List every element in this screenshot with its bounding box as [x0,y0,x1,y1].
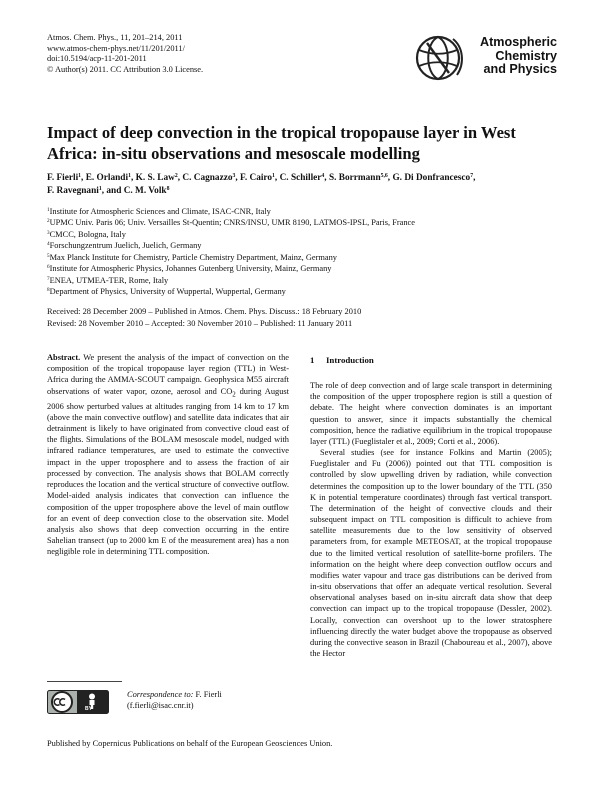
abstract: Abstract. We present the analysis of the impact of convection on the composition of the tropical tropopause layer region (TTL) in West-Africa during the AMMA-SCOUT campaign. Geophysica M55 aircraft observations of water vapor, ozone, aerosol and $CO_2$ during August 2006 show perturbed values at altitudes ranging from 14 km to 17 km (above the main convective outflow) and satellite data indicates that air detrainment is likely to have originated from convective cloud east of the flights. Simulations of the BOLAM mesoscale model, nudged with infrared radiance temperatures, are used to estimate the convective impact in the upper troposphere and to assess the fraction of air processed by convection. The analysis shows that BOLAM correctly reproduces the location and the vertical structure of convective outflow. Model-aided analysis indicates that convection can influence the composition of the upper troposphere above the level of main outflow for an event of deep convection close to the observation site. Model analysis also shows that deep convection occurring in the entire Sahelian transect (up to 2000 km E of the measurement area) has a non negligible role in determining TTL composition. [47,353,289,557]
paragraph: The role of deep convection and of large scale transport in determining the composition of the upper troposphere region is still a question of debate. The height where convection dominates is an important question to answer, since it impacts substantially the chemical composition, hence the radiative equilibrium in the tropical tropopause layer (TTL) (Fueglistaler et al., 2009; Corti et al., 2006). [310,381,552,446]
cc-license-badge[interactable] [47,690,109,714]
affiliation: $^6$Institute for Atmospheric Physics, Johannes Gutenberg University, Mainz, Germany [47,264,332,274]
correspondence [127,689,222,712]
citation-line: Atmos. Chem. Phys., 11, 201–214, 2011 [47,33,183,42]
introduction-body [310,380,552,659]
journal-logo [413,29,560,87]
affiliation: $^1$Institute for Atmospheric Sciences and Climate, ISAC-CNR, Italy [47,207,271,216]
author: and C. M. Volk$^8$ [106,185,170,196]
correspondence-label: Correspondence to: [127,690,194,699]
author: F. Cairo$^1$ [240,172,275,183]
correspondence-name: F. Fierli [195,690,222,699]
revised-line: Revised: 28 November 2010 – Accepted: 30 November 2010 – Published: 11 January 2011 [47,318,353,328]
received-line: Received: 28 December 2009 – Published in Atmos. Chem. Phys. Discuss.: 18 February 2010 [47,307,362,316]
journal-name: Atmospheric Chemistry and Physics [480,35,557,77]
creative-commons-icon [47,690,109,714]
author: C. Schiller$^4$ [279,172,325,183]
publication-dates [47,306,552,329]
journal-url[interactable]: www.atmos-chem-phys.net/11/201/2011/ [47,43,185,53]
abstract-label: Abstract. [47,353,81,362]
affiliation: $^3$CMCC, Bologna, Italy [47,229,126,239]
affiliation: $^7$ENEA, UTMEA-TER, Rome, Italy [47,275,169,285]
author: F. Ravegnani$^1$ [47,185,102,196]
paragraph: Several studies (see for instance Folkins and Martin (2005); Fueglistaler and Fu (2006)) pointed out that TTL composition is controlled by slow upwelling driven by radiation, while convection determines the composition up to the lower boundary of the TTL (350 K in potential temperature coordinates) through fast vertical transport. The determination of the height of convective clouds and their subsequent impact on TTL composition is difficult to achieve from satellite measurements due to the low sensitivity of observed parameters from, for example METEOSAT, at the tropical tropopause due to the limited vertical resolution of satellite-borne profilers. The information on the height where deep convection outflow occurs and modifies water vapour and trace gas distributions can be derived from in-situ observations that offer an adequate vertical resolution. Several observational analyses based on in-situ aircraft data show that deep convection can impact up to the tropical tropopause (Dessler, 2002). Locally, convection can overshoot up to the lower stratosphere influencing directly the water budget above the tropopause as observed during the convective season in Brazil (Chaboureau et al., 2007), above the Hector [310,448,552,659]
publisher-footer: Published by Copernicus Publications on behalf of the European Geosciences Union. [47,739,333,748]
affiliation: $^2$UPMC Univ. Paris 06; Univ. Versailles St-Quentin; CNRS/INSU, UMR 8190, LATMOS-IPSL, Paris, France [47,218,415,228]
copyright-line: © Author(s) 2011. CC Attribution 3.0 License. [47,64,204,74]
doi-line[interactable]: doi:10.5194/acp-11-201-2011 [47,54,147,64]
journal-metadata [47,33,203,75]
license-by-label: BY [85,706,92,712]
author-line-1: F. Fierli$^1$, E. Orlandi$^1$, K. S. Law$^2$, C. Cagnazzo$^3$, F. Cairo$^1$, C. Schiller$^4$, S. Borrmann$^{5,6}$, G. Di Donfrancesco$^7$, [47,172,476,183]
author: G. Di Donfrancesco$^7$ [392,172,474,183]
affiliation: $^4$Forschungzentrum Juelich, Juelich, Germany [47,241,202,251]
section-heading-introduction: 1 Introduction [310,355,374,365]
author-list [47,172,552,197]
affiliation: $^8$Department of Physics, University of Wuppertal, Wuppertal, Germany [47,287,286,297]
author: K. S. Law$^2$ [135,172,178,183]
author: C. Cagnazzo$^3$ [182,172,236,183]
correspondence-email[interactable]: (f.fierli@isac.cnr.it) [127,701,194,711]
footnote-divider [47,681,122,682]
author: F. Fierli$^1$ [47,172,82,183]
author: S. Borrmann$^{5,6}$ [328,172,388,183]
affiliation: $^5$Max Planck Institute for Chemistry, Particle Chemistry Department, Mainz, Germany [47,252,337,262]
affiliations [47,206,552,298]
paper-title: Impact of deep convection in the tropical tropopause layer in West Africa: in-situ observations and mesoscale modelling [47,123,516,163]
author: E. Orlandi$^1$ [85,172,131,183]
author-line-2: F. Ravegnani$^1$, and C. M. Volk$^8$ [47,185,170,196]
